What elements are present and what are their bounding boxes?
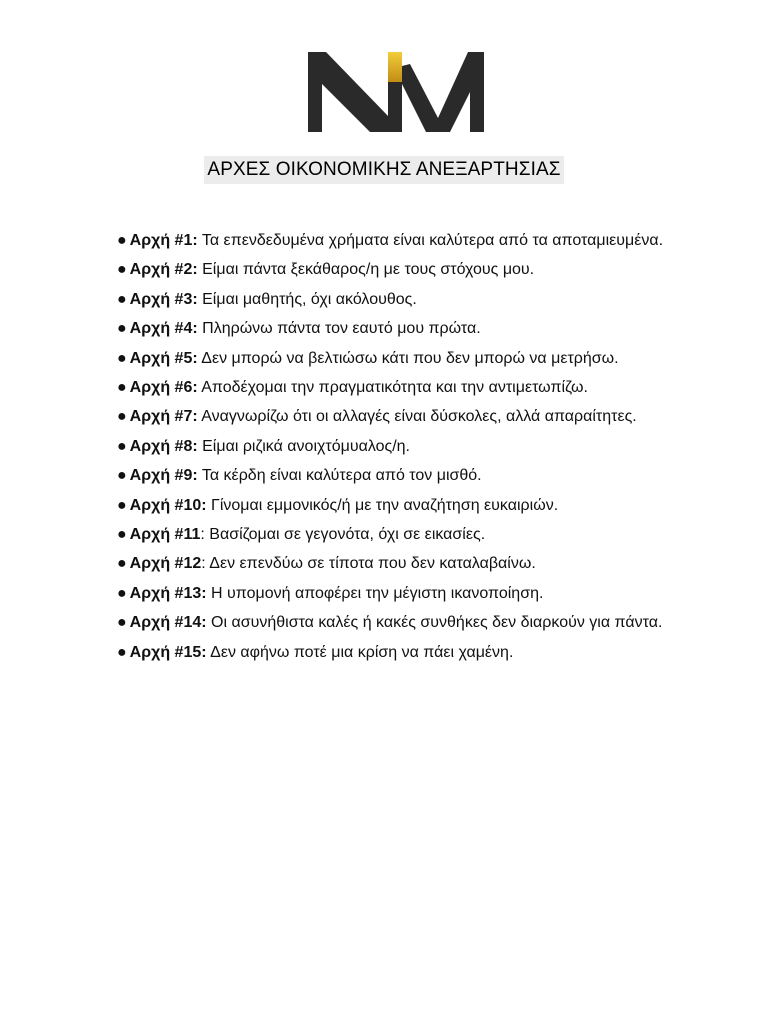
principle-item xyxy=(117,285,677,314)
principle-label: Αρχή #10: xyxy=(129,496,207,514)
principle-label: Αρχή #9: xyxy=(129,467,198,485)
principle-label: Αρχή #12 xyxy=(129,555,202,573)
principle-item xyxy=(117,638,677,667)
principle-text: : Δεν επενδύω σε τίποτα που δεν καταλαβαίνω. xyxy=(201,555,536,573)
principle-label: Αρχή #13: xyxy=(129,584,207,602)
principle-item xyxy=(117,549,677,578)
document-title-text: ΑΡΧΕΣ ΟΙΚΟΝΟΜΙΚΗΣ ΑΝΕΞΑΡΤΗΣΙΑΣ xyxy=(204,156,563,184)
principle-label: Αρχή #1: xyxy=(129,232,198,249)
principle-text: Δεν αφήνω ποτέ μια κρίση να πάει χαμένη. xyxy=(206,643,514,661)
bullet-icon: ● xyxy=(117,614,127,632)
principle-label: Αρχή #4: xyxy=(129,320,198,338)
principle-label: Αρχή #6: xyxy=(129,379,198,397)
principle-item xyxy=(117,608,677,637)
principle-label: Αρχή #8: xyxy=(129,437,198,455)
principle-label: Αρχή #15: xyxy=(129,643,207,661)
principle-text: Είμαι μαθητής, όχι ακόλουθος. xyxy=(197,290,417,308)
principle-item xyxy=(117,226,677,255)
principle-text: Οι ασυνήθιστα καλές ή κακές συνθήκες δεν διαρκούν για πάντα. xyxy=(206,614,663,632)
principle-label: Αρχή #2: xyxy=(129,261,198,279)
bullet-icon: ● xyxy=(117,349,127,367)
principle-text: Δεν μπορώ να βελτιώσω κάτι που δεν μπορώ να μετρήσω. xyxy=(197,349,619,367)
principle-text: Η υπομονή αποφέρει την μέγιστη ικανοποίηση. xyxy=(206,584,544,602)
principle-item xyxy=(117,344,677,373)
principle-label: Αρχή #14: xyxy=(129,614,207,632)
nm-logo xyxy=(306,50,486,134)
bullet-icon: ● xyxy=(117,261,127,279)
principles-list xyxy=(117,226,677,667)
principle-item xyxy=(117,579,677,608)
principle-item xyxy=(117,373,677,402)
bullet-icon: ● xyxy=(117,408,127,426)
bullet-icon: ● xyxy=(117,555,127,573)
bullet-icon: ● xyxy=(117,496,127,514)
principle-text: : Βασίζομαι σε γεγονότα, όχι σε εικασίες. xyxy=(200,526,486,544)
bullet-icon: ● xyxy=(117,437,127,455)
principle-text: Τα κέρδη είναι καλύτερα από τον μισθό. xyxy=(197,467,482,485)
principle-text: Αναγνωρίζω ότι οι αλλαγές είναι δύσκολες, αλλά απαραίτητες. xyxy=(197,408,637,426)
bullet-icon: ● xyxy=(117,643,127,661)
bullet-icon: ● xyxy=(117,290,127,308)
bullet-icon: ● xyxy=(117,379,127,397)
logo-m-right-stem xyxy=(470,52,484,132)
principle-item xyxy=(117,314,677,343)
principle-text: Είμαι ριζικά ανοιχτόμυαλος/η. xyxy=(197,437,410,455)
document-title xyxy=(0,156,768,184)
principle-text: Είμαι πάντα ξεκάθαρος/η με τους στόχους μου. xyxy=(197,261,535,279)
principle-item xyxy=(117,402,677,431)
principle-label: Αρχή #3: xyxy=(129,290,198,308)
logo-shared-stem xyxy=(388,82,402,132)
bullet-icon: ● xyxy=(117,232,127,249)
principle-label: Αρχή #7: xyxy=(129,408,198,426)
logo-gold-stem xyxy=(388,52,402,82)
bullet-icon: ● xyxy=(117,526,127,544)
logo-m-diagonal-left xyxy=(402,64,438,132)
principle-text: Πληρώνω πάντα τον εαυτό μου πρώτα. xyxy=(197,320,481,338)
principle-text: Γίνομαι εμμονικός/ή με την αναζήτηση ευκαιριών. xyxy=(206,496,559,514)
bullet-icon: ● xyxy=(117,584,127,602)
principle-item xyxy=(117,461,677,490)
bullet-icon: ● xyxy=(117,320,127,338)
principle-text: Αποδέχομαι την πραγματικότητα και την αντιμετωπίζω. xyxy=(197,379,588,397)
principle-item xyxy=(117,491,677,520)
bullet-icon: ● xyxy=(117,467,127,485)
principle-label: Αρχή #11 xyxy=(129,526,201,544)
principle-item xyxy=(117,255,677,284)
principle-label: Αρχή #5: xyxy=(129,349,198,367)
principle-item xyxy=(117,432,677,461)
principle-item xyxy=(117,520,677,549)
principle-text: Τα επενδεδυμένα χρήματα είναι καλύτερα από τα αποταμιευμένα. xyxy=(197,232,664,249)
